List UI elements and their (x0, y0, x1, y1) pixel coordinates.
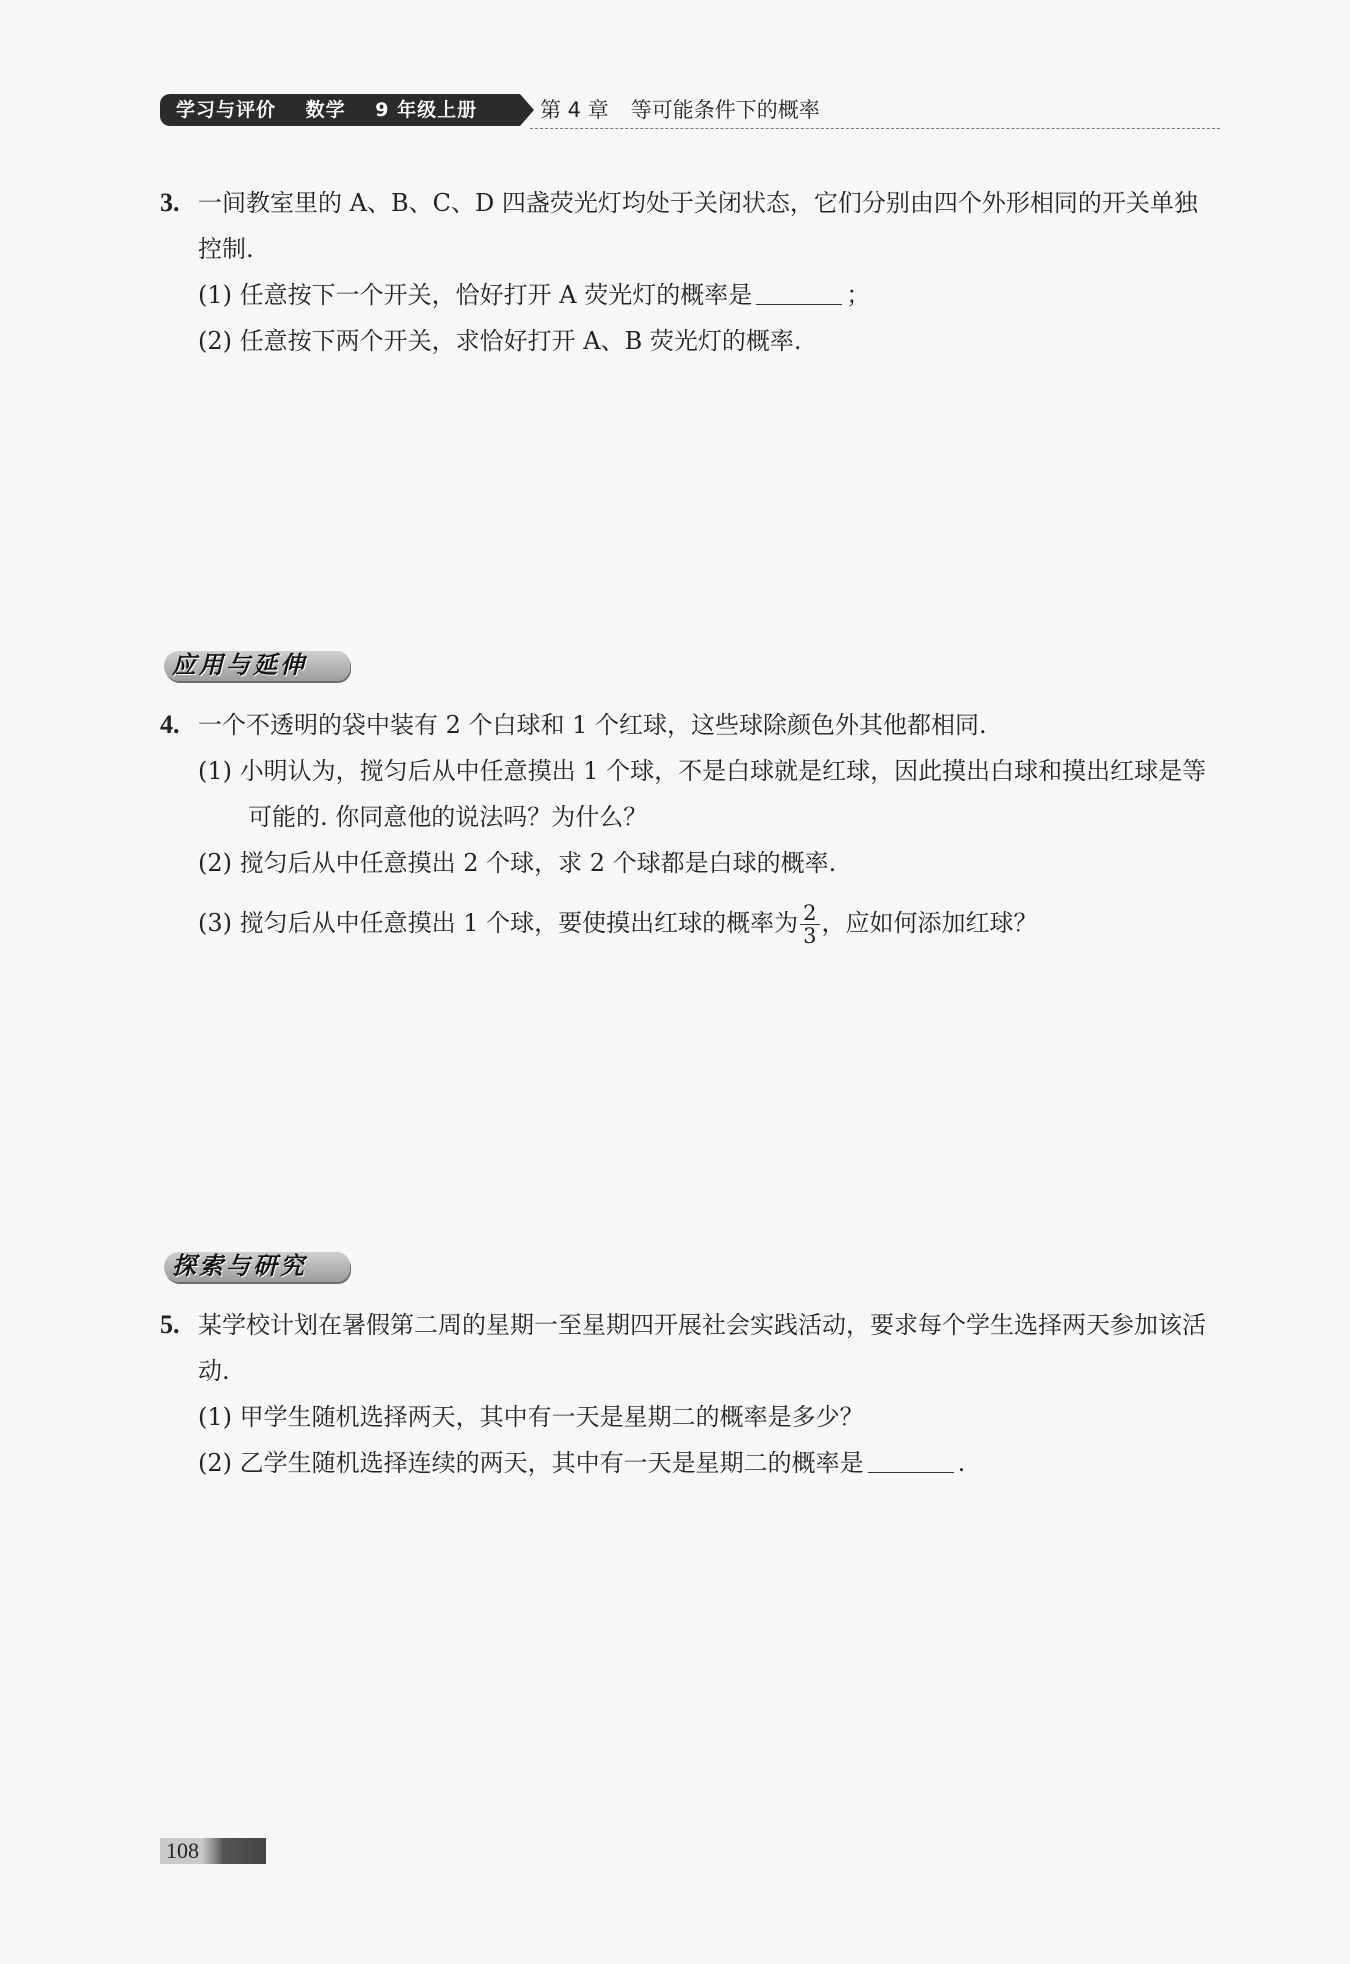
problem-number: 3. (160, 188, 180, 217)
problem-stem: 一个不透明的袋中装有 2 个白球和 1 个红球，这些球除颜色外其他都相同. (198, 711, 987, 739)
problem-3 (160, 180, 1220, 364)
page-number-tab (160, 1838, 266, 1864)
chapter-title: 等可能条件下的概率 (630, 98, 820, 122)
section-banner-application (160, 645, 350, 685)
problem-number: 5. (160, 1310, 180, 1339)
problem-number: 4. (160, 710, 180, 739)
problem-part-2: (2) 任意按下两个开关，求恰好打开 A、B 荧光灯的概率. (198, 327, 802, 355)
problem-4 (160, 702, 1220, 947)
book-title: 学习与评价 (176, 99, 277, 121)
section-title: 应用与延伸 (172, 651, 307, 679)
problem-part-3: (3) 搅匀后从中任意摸出 1 个球，要使摸出红球的概率为 $\frac{2}{3}$ ，应如何添加红球？ (198, 901, 1038, 948)
problem-part-1: (1) 任意按下一个开关，恰好打开 A 荧光灯的概率是 ； (160, 272, 1220, 318)
problem-part-2: (2) 搅匀后从中任意摸出 2 个球，求 2 个球都是白球的概率. (198, 849, 837, 877)
problem-part-1: (1) 甲学生随机选择两天，其中有一天是星期二的概率是多少？ (198, 1403, 864, 1431)
header-divider (530, 128, 1220, 129)
answer-blank[interactable] (868, 1446, 954, 1473)
chapter-heading (540, 94, 820, 126)
problem-part-2: (2) 乙学生随机选择连续的两天，其中有一天是星期二的概率是 . (160, 1440, 1220, 1486)
problem-5 (160, 1302, 1220, 1486)
book-series-tab (160, 94, 520, 126)
problem-stem: 一间教室里的 A、B、C、D 四盏荧光灯均处于关闭状态，它们分别由四个外形相同的开关单独控制. (198, 189, 1198, 263)
section-title: 探索与研究 (172, 1252, 307, 1280)
answer-blank[interactable] (756, 278, 842, 305)
running-header (160, 90, 1220, 130)
grade-label: 9 年级上册 (375, 99, 478, 121)
problem-stem: 某学校计划在暑假第二周的星期一至星期四开展社会实践活动，要求每个学生选择两天参加该活动. (198, 1311, 1206, 1385)
problem-part-1: (1) 小明认为，搅匀后从中任意摸出 1 个球，不是白球就是红球，因此摸出白球和摸出红球是等可能的. 你同意他的说法吗？为什么？ (198, 757, 1207, 831)
page-number: 108 (166, 1838, 199, 1863)
subject-label: 数学 (305, 99, 346, 121)
section-banner-exploration (160, 1246, 350, 1286)
chapter-number: 第 4 章 (540, 98, 609, 122)
fraction: $\frac{2}{3}$ (800, 902, 819, 947)
tab-arrow-icon (520, 94, 534, 126)
